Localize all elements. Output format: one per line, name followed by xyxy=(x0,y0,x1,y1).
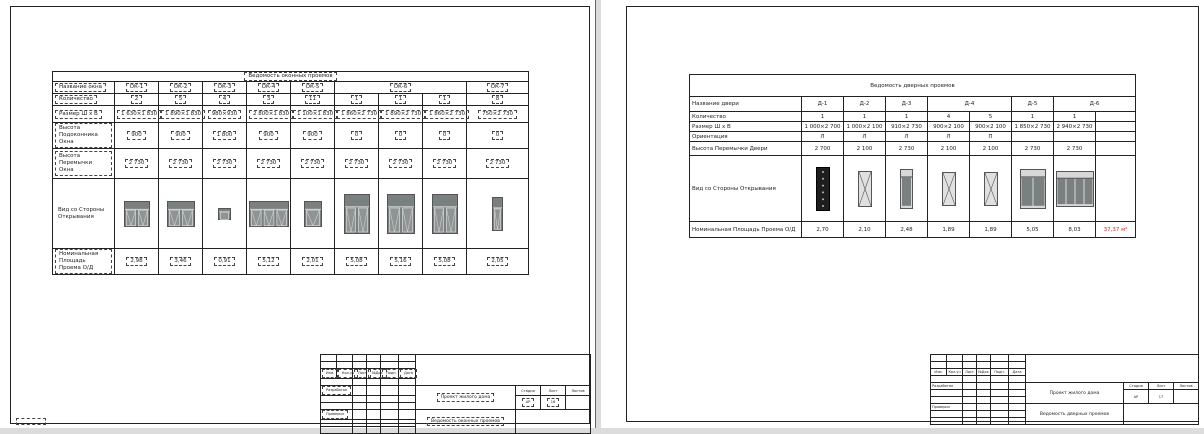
window-lintel-height xyxy=(115,149,159,179)
tb-sheet-title: Ведомость дверных проемов xyxy=(1026,404,1124,425)
window-area xyxy=(115,249,159,275)
door-elevation-icon xyxy=(900,169,913,209)
door-view-cell xyxy=(1054,156,1096,222)
window-name: ОК-7 xyxy=(487,83,509,92)
window-sill-height xyxy=(379,123,423,149)
window-area: 2,05 xyxy=(487,257,507,266)
window-size: 750×2 730 xyxy=(478,110,517,119)
tb-header: Лист xyxy=(354,369,371,378)
window-size xyxy=(379,106,423,123)
window-lintel-height: 2 730 xyxy=(486,159,510,168)
door-glazing xyxy=(1058,178,1066,203)
door-view-cell xyxy=(928,156,970,222)
door-detail xyxy=(822,177,824,179)
window-area xyxy=(291,249,335,275)
window-lintel-height: 2 730 xyxy=(389,159,413,168)
tb-sheets-h: Листов xyxy=(1174,383,1199,390)
tb-sheet-h: Лист xyxy=(541,386,566,396)
tb-header xyxy=(321,369,337,379)
window-sash xyxy=(252,210,262,226)
window-lintel-height xyxy=(203,149,247,179)
window-count: 5 xyxy=(175,95,187,104)
window-name xyxy=(115,82,159,94)
door-glazing xyxy=(1021,177,1032,205)
window-sash xyxy=(434,208,443,232)
window-view-cell xyxy=(115,179,159,249)
door-lintel-height: 2 730 xyxy=(886,142,928,156)
door-view-cell xyxy=(886,156,928,222)
tb-stage: АР xyxy=(1124,390,1149,404)
window-elevation-icon xyxy=(432,194,458,234)
row-label-view: Вид со Стороны Открывания xyxy=(690,156,802,222)
window-name: ОК-4 xyxy=(258,83,280,92)
window-elevation-icon xyxy=(167,201,195,227)
door-orientation: Л xyxy=(802,132,844,142)
window-sill-height xyxy=(335,123,379,149)
door-name: Д-2 xyxy=(844,97,886,112)
tb-header xyxy=(381,369,399,379)
tb-header: Лист xyxy=(963,369,977,376)
row-label-count: Количество xyxy=(690,112,802,122)
door-total-area: 37,37 м² xyxy=(1096,222,1136,238)
window-size xyxy=(335,106,379,123)
empty-cell xyxy=(1096,112,1136,122)
door-name: Д-5 xyxy=(1012,97,1054,112)
window-lintel-height xyxy=(335,149,379,179)
door-area: 2,70 xyxy=(802,222,844,238)
door-area: 8,03 xyxy=(1054,222,1096,238)
window-sash xyxy=(182,210,192,226)
window-count xyxy=(159,94,203,106)
doors-schedule-table xyxy=(689,74,1136,238)
door-lintel-height: 2 100 xyxy=(928,142,970,156)
window-count: 3 xyxy=(263,95,275,104)
window-name: ОК-6 xyxy=(390,83,412,92)
tb-checked: Проверил xyxy=(322,410,348,419)
door-lintel-height: 2 700 xyxy=(802,142,844,156)
window-sill-height xyxy=(423,123,467,149)
door-size: 1 000×2 100 xyxy=(844,122,886,132)
window-lintel-height: 2 730 xyxy=(213,159,237,168)
window-view-cell xyxy=(335,179,379,249)
tb-header xyxy=(353,369,367,379)
window-area xyxy=(203,249,247,275)
window-count: 1 xyxy=(351,95,363,104)
door-count: 1 xyxy=(844,112,886,122)
window-sash xyxy=(277,210,287,226)
empty-cell xyxy=(1096,132,1136,142)
door-size: 1 850×2 730 xyxy=(1012,122,1054,132)
window-sill-height: 0 xyxy=(439,131,451,140)
row-label-size: Размер Ш х В xyxy=(690,122,802,132)
window-area: 5,08 xyxy=(346,257,366,266)
door-detail xyxy=(822,205,824,207)
window-name: ОК-3 xyxy=(214,83,236,92)
window-sill-height: 0 xyxy=(395,131,407,140)
door-lintel-height: 2 100 xyxy=(970,142,1012,156)
row-label-lintel: Высота Перемычки Двери xyxy=(690,142,802,156)
door-view-cell xyxy=(1012,156,1054,222)
window-area xyxy=(159,249,203,275)
tb-header: №Док xyxy=(978,370,989,374)
window-sash xyxy=(346,208,355,232)
window-lintel-height: 2 730 xyxy=(301,159,325,168)
tb-sheets-h: Листов xyxy=(566,386,591,396)
window-name xyxy=(159,82,203,94)
window-elevation-icon xyxy=(387,194,415,234)
window-count: 1 xyxy=(439,95,451,104)
tb-sheet-h: Лист xyxy=(1149,383,1174,390)
row-label-size: Размер Ш х В xyxy=(55,110,102,119)
window-lintel-height: 2 730 xyxy=(345,159,369,168)
door-area: 2,48 xyxy=(886,222,928,238)
window-name xyxy=(247,82,291,94)
tb-header: Подп. xyxy=(382,369,401,378)
window-area: 5,08 xyxy=(434,257,454,266)
door-area: 5,05 xyxy=(1012,222,1054,238)
empty-cell xyxy=(1096,122,1136,132)
window-size: 1 630×1 830 xyxy=(117,110,161,119)
window-count xyxy=(379,94,423,106)
tb-sheet: 16 xyxy=(547,398,559,407)
window-lintel-height: 2 730 xyxy=(125,159,149,168)
window-sill-height: 900 xyxy=(303,131,322,140)
tb-header: Изм. xyxy=(931,369,947,376)
door-count: 4 xyxy=(928,112,970,122)
window-area xyxy=(467,249,529,275)
window-view-cell xyxy=(423,179,467,249)
window-area: 3,46 xyxy=(170,257,190,266)
window-size: 1 890×1 830 xyxy=(161,110,205,119)
window-size xyxy=(423,106,467,123)
door-glazing xyxy=(1085,178,1093,203)
door-size: 900×2 100 xyxy=(970,122,1012,132)
window-lintel-height: 2 730 xyxy=(169,159,193,168)
row-label-area: Номинальная Площадь Проема О/Д xyxy=(55,249,112,274)
window-count xyxy=(335,94,379,106)
door-view-cell xyxy=(970,156,1012,222)
window-count xyxy=(423,94,467,106)
window-elevation-icon xyxy=(249,201,289,227)
window-lintel-height xyxy=(423,149,467,179)
tb-project: Проект жилого дома xyxy=(437,393,495,402)
window-area: 2,01 xyxy=(302,257,322,266)
door-detail xyxy=(822,198,824,200)
door-name: Д-4 xyxy=(928,97,1012,112)
window-elevation-icon xyxy=(344,194,370,234)
door-name: Д-6 xyxy=(1054,97,1136,112)
window-sill-height: 900 xyxy=(171,131,190,140)
tb-header: Дата xyxy=(400,369,417,378)
row-label-name: Название двери xyxy=(690,97,802,112)
door-elevation-icon xyxy=(858,171,872,207)
window-count: 11 xyxy=(305,95,320,104)
window-area: 5,12 xyxy=(258,257,278,266)
door-count: 1 xyxy=(802,112,844,122)
tb-header xyxy=(399,369,416,379)
window-elevation-icon xyxy=(218,208,231,220)
window-name xyxy=(467,82,529,94)
window-sill-height: 0 xyxy=(351,131,363,140)
window-sash xyxy=(358,208,367,232)
window-sill-height: 1 800 xyxy=(213,131,237,140)
door-area: 1,89 xyxy=(928,222,970,238)
door-size: 910×2 730 xyxy=(886,122,928,132)
door-orientation xyxy=(1012,132,1054,142)
tb-developed: Разработал xyxy=(322,386,351,395)
window-sash xyxy=(126,210,135,226)
door-name: Д-1 xyxy=(802,97,844,112)
window-sill-height: 0 xyxy=(492,131,504,140)
title-block-left xyxy=(320,354,591,434)
window-sash xyxy=(138,210,147,226)
window-size: 1 860×2 730 xyxy=(337,110,381,119)
window-view-cell xyxy=(291,179,335,249)
door-elevation-icon xyxy=(984,172,998,206)
window-sash xyxy=(264,210,274,226)
window-sash xyxy=(221,212,229,219)
door-orientation xyxy=(1054,132,1096,142)
window-view-cell xyxy=(467,179,529,249)
window-size xyxy=(115,106,159,123)
window-sill-height: 900 xyxy=(127,131,146,140)
tb-header: Дата xyxy=(1009,369,1026,376)
tb-header: №Док xyxy=(368,369,387,378)
window-elevation-icon xyxy=(124,201,150,227)
empty-cell xyxy=(1096,156,1136,222)
row-label-area: Номинальная Площадь Проема О/Д xyxy=(690,222,802,238)
window-count xyxy=(291,94,335,106)
door-size: 2 940×2 730 xyxy=(1054,122,1096,132)
windows-schedule-title: Ведомость оконных проемов xyxy=(244,72,336,81)
row-label-sill: Высота Подоконника Окна xyxy=(55,123,112,148)
tb-header: Кол.уч xyxy=(948,370,961,374)
sheet-doors xyxy=(601,0,1204,428)
corner-stamp xyxy=(16,418,46,425)
window-lintel-height xyxy=(379,149,423,179)
door-detail xyxy=(822,184,824,186)
window-sash xyxy=(495,208,501,228)
door-orientation: П xyxy=(970,132,1012,142)
tb-header xyxy=(367,369,381,379)
window-sash xyxy=(169,210,179,226)
window-name: ОК-2 xyxy=(170,83,192,92)
door-size: 900×2 100 xyxy=(928,122,970,132)
window-sash xyxy=(402,208,412,232)
window-sill-height xyxy=(247,123,291,149)
door-orientation: Л xyxy=(928,132,970,142)
door-view-cell xyxy=(844,156,886,222)
door-elevation-icon xyxy=(1020,169,1046,209)
window-size xyxy=(247,106,291,123)
window-count xyxy=(115,94,159,106)
tb-stage-h: Стадия xyxy=(1124,383,1149,390)
door-elevation-icon xyxy=(816,167,830,211)
door-lintel-height: 2 730 xyxy=(1054,142,1096,156)
door-view-cell xyxy=(802,156,844,222)
window-count xyxy=(467,94,529,106)
window-size: 1 890×2 730 xyxy=(381,110,425,119)
window-count xyxy=(203,94,247,106)
window-elevation-icon xyxy=(492,197,503,231)
tb-project: Проект жилого дома xyxy=(1026,383,1124,404)
window-view-cell xyxy=(379,179,423,249)
window-area: 5,16 xyxy=(390,257,410,266)
windows-schedule-table xyxy=(52,71,529,275)
door-area: 1,89 xyxy=(970,222,1012,238)
door-count: 5 xyxy=(970,112,1012,122)
window-area: 0,91 xyxy=(214,257,234,266)
tb-checked: Проверил xyxy=(931,404,963,411)
door-lintel-height: 2 730 xyxy=(1012,142,1054,156)
door-glazing xyxy=(1033,177,1044,205)
window-lintel-height xyxy=(159,149,203,179)
window-view-cell xyxy=(203,179,247,249)
tb-developed: Разработал xyxy=(931,383,963,390)
tb-sheet: 17 xyxy=(1149,390,1174,404)
door-leaf xyxy=(816,167,829,210)
door-glazing xyxy=(1067,178,1075,203)
window-name: ОК-5 xyxy=(302,83,324,92)
window-count: 4 xyxy=(219,95,231,104)
window-name: ОК-1 xyxy=(126,83,148,92)
window-count: 1 xyxy=(395,95,407,104)
door-glazing xyxy=(1076,178,1084,203)
window-size: 980×930 xyxy=(208,110,242,119)
door-name: Д-3 xyxy=(886,97,928,112)
window-name xyxy=(291,82,335,94)
window-sill-height: 900 xyxy=(259,131,278,140)
window-size: 2 800×1 830 xyxy=(249,110,293,119)
door-detail xyxy=(822,191,824,193)
window-name xyxy=(335,82,467,94)
window-sill-height xyxy=(115,123,159,149)
door-glazing xyxy=(902,177,911,205)
row-label-view: Вид со Стороны Открывания xyxy=(58,206,105,220)
tb-stage-h: Стадия xyxy=(516,386,541,396)
empty-cell xyxy=(1096,142,1136,156)
window-lintel-height: 2 730 xyxy=(257,159,281,168)
window-name xyxy=(203,82,247,94)
window-count: 8 xyxy=(492,95,504,104)
window-view-cell xyxy=(159,179,203,249)
tb-header xyxy=(337,369,353,379)
door-orientation: Л xyxy=(844,132,886,142)
tb-header: Подп. xyxy=(991,369,1009,376)
door-count: 1 xyxy=(886,112,928,122)
door-size: 1 000×2 700 xyxy=(802,122,844,132)
window-size xyxy=(159,106,203,123)
window-size: 1 860×2 730 xyxy=(425,110,469,119)
window-sill-height xyxy=(203,123,247,149)
window-area xyxy=(423,249,467,275)
door-lintel-height: 2 100 xyxy=(844,142,886,156)
window-sill-height xyxy=(159,123,203,149)
window-count xyxy=(247,94,291,106)
window-sill-height xyxy=(291,123,335,149)
tb-sheet-title: Ведомость оконных проемов xyxy=(427,417,504,426)
door-count: 1 xyxy=(1054,112,1096,122)
door-detail xyxy=(822,171,824,173)
sheet-windows xyxy=(0,0,596,428)
door-area: 2,10 xyxy=(844,222,886,238)
row-label-orient: Ориентация xyxy=(690,132,802,142)
window-count: 2 xyxy=(131,95,143,104)
row-label-name: Название окна xyxy=(55,83,106,92)
door-elevation-icon xyxy=(942,172,956,206)
window-lintel-height xyxy=(291,149,335,179)
door-count: 1 xyxy=(1012,112,1054,122)
window-sill-height xyxy=(467,123,529,149)
row-label-lintel: Высота Перемычки Окна xyxy=(55,151,112,176)
window-area xyxy=(379,249,423,275)
window-area xyxy=(335,249,379,275)
window-size xyxy=(291,106,335,123)
window-lintel-height: 2 730 xyxy=(433,159,457,168)
tb-header: Изм. xyxy=(322,369,338,378)
window-sash xyxy=(306,210,319,226)
window-area xyxy=(247,249,291,275)
tb-stage: АР xyxy=(522,398,535,407)
window-sash xyxy=(446,208,455,232)
window-view-cell xyxy=(247,179,291,249)
title-block-right xyxy=(930,354,1199,425)
window-elevation-icon xyxy=(304,201,322,227)
window-lintel-height xyxy=(467,149,529,179)
window-size: 1 100×1 830 xyxy=(293,110,337,119)
window-size xyxy=(203,106,247,123)
row-label-count: Количество xyxy=(55,95,97,104)
window-size xyxy=(467,106,529,123)
window-lintel-height xyxy=(247,149,291,179)
doors-schedule-title: Ведомость дверных проемов xyxy=(690,75,1136,97)
tb-header: Кол.уч xyxy=(338,369,358,378)
door-elevation-icon xyxy=(1056,171,1094,207)
window-area: 2,98 xyxy=(126,257,146,266)
window-sash xyxy=(389,208,399,232)
door-orientation: Л xyxy=(886,132,928,142)
